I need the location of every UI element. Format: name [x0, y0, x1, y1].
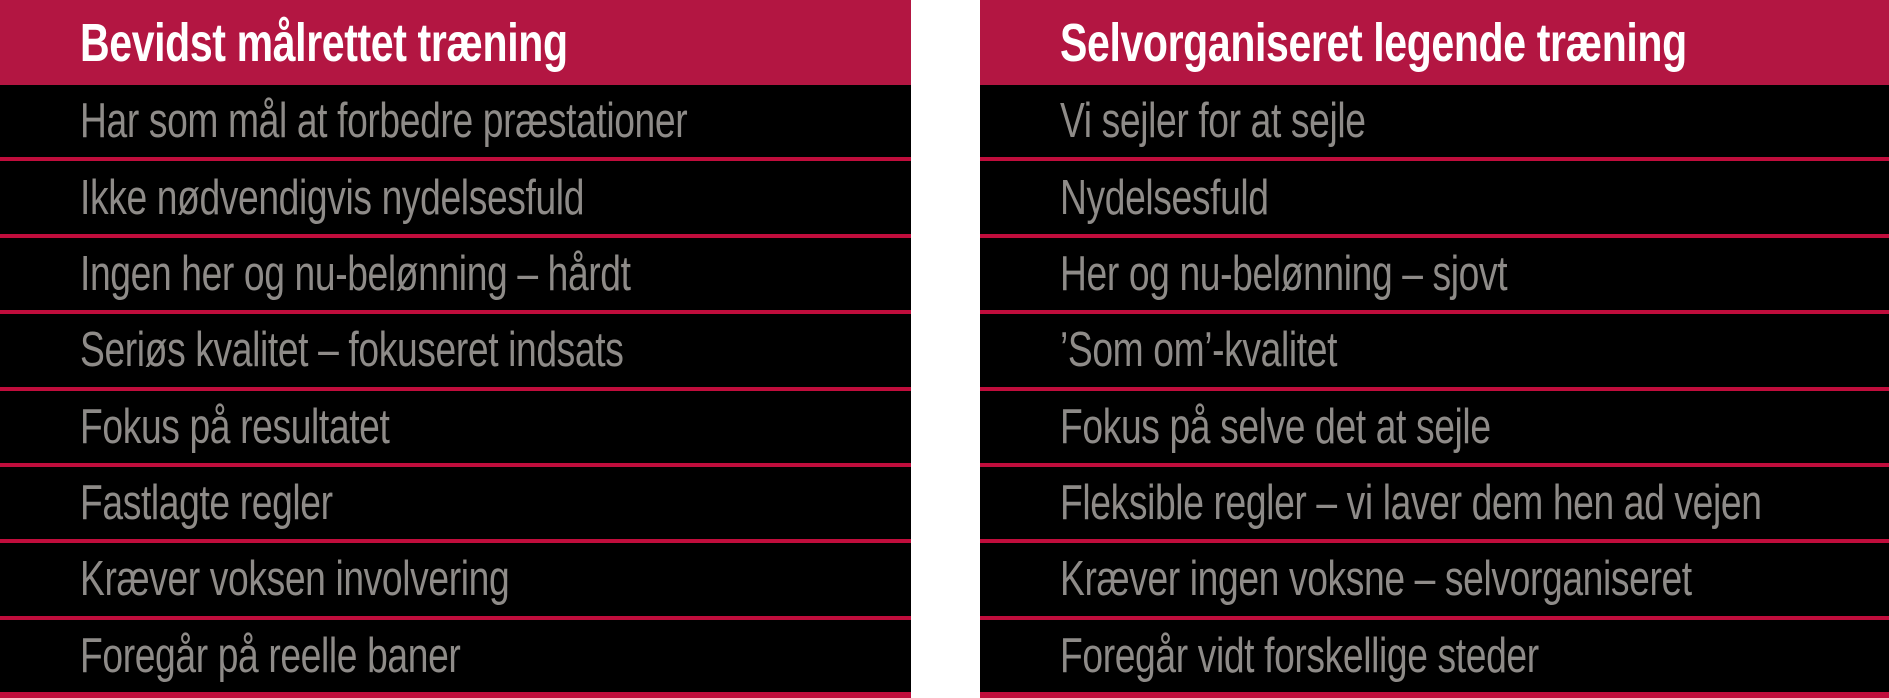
table-header-label: Bevidst målrettet træning [80, 12, 568, 73]
table-row [980, 238, 1889, 314]
table-row-label: Har som mål at forbedre præstationer [80, 94, 688, 149]
table-header [980, 0, 1889, 85]
table-row-label: Ingen her og nu-belønning – hårdt [80, 246, 631, 301]
table-row [980, 467, 1889, 543]
table-row [0, 238, 911, 314]
table-row [0, 161, 911, 237]
table-row-label: Nydelsesfuld [1060, 170, 1269, 225]
table-row [980, 543, 1889, 619]
table-row-label: Foregår vidt forskellige steder [1060, 628, 1539, 683]
table-row-label: Vi sejler for at sejle [1060, 94, 1366, 149]
table-row-label: Seriøs kvalitet – fokuseret indsats [80, 323, 624, 378]
table-row [980, 85, 1889, 161]
table-row [0, 85, 911, 161]
table-row [980, 161, 1889, 237]
table-row [980, 620, 1889, 698]
table-row-label: Fleksible regler – vi laver dem hen ad vejen [1060, 476, 1762, 531]
table-row-label: Her og nu-belønning – sjovt [1060, 246, 1508, 301]
table-row-label: Fastlagte regler [80, 476, 333, 531]
table-row-label: Kræver voksen involvering [80, 552, 510, 607]
table-row [0, 314, 911, 390]
table-header [0, 0, 911, 85]
table-row [0, 467, 911, 543]
table-row [0, 620, 911, 698]
table-row-label: Fokus på resultatet [80, 399, 390, 454]
table-row-label: Kræver ingen voksne – selvorganiseret [1060, 552, 1692, 607]
table-deliberate-training [0, 0, 911, 698]
table-row [0, 543, 911, 619]
table-row-label: Fokus på selve det at sejle [1060, 399, 1491, 454]
table-row-label: Ikke nødvendigvis nydelsesfuld [80, 170, 585, 225]
table-header-label: Selvorganiseret legende træning [1060, 12, 1687, 73]
table-row [0, 391, 911, 467]
table-row-label: ’Som om’-kvalitet [1060, 323, 1338, 378]
table-row [980, 314, 1889, 390]
table-row [980, 391, 1889, 467]
table-row-label: Foregår på reelle baner [80, 628, 461, 683]
table-selforganized-training [980, 0, 1889, 698]
